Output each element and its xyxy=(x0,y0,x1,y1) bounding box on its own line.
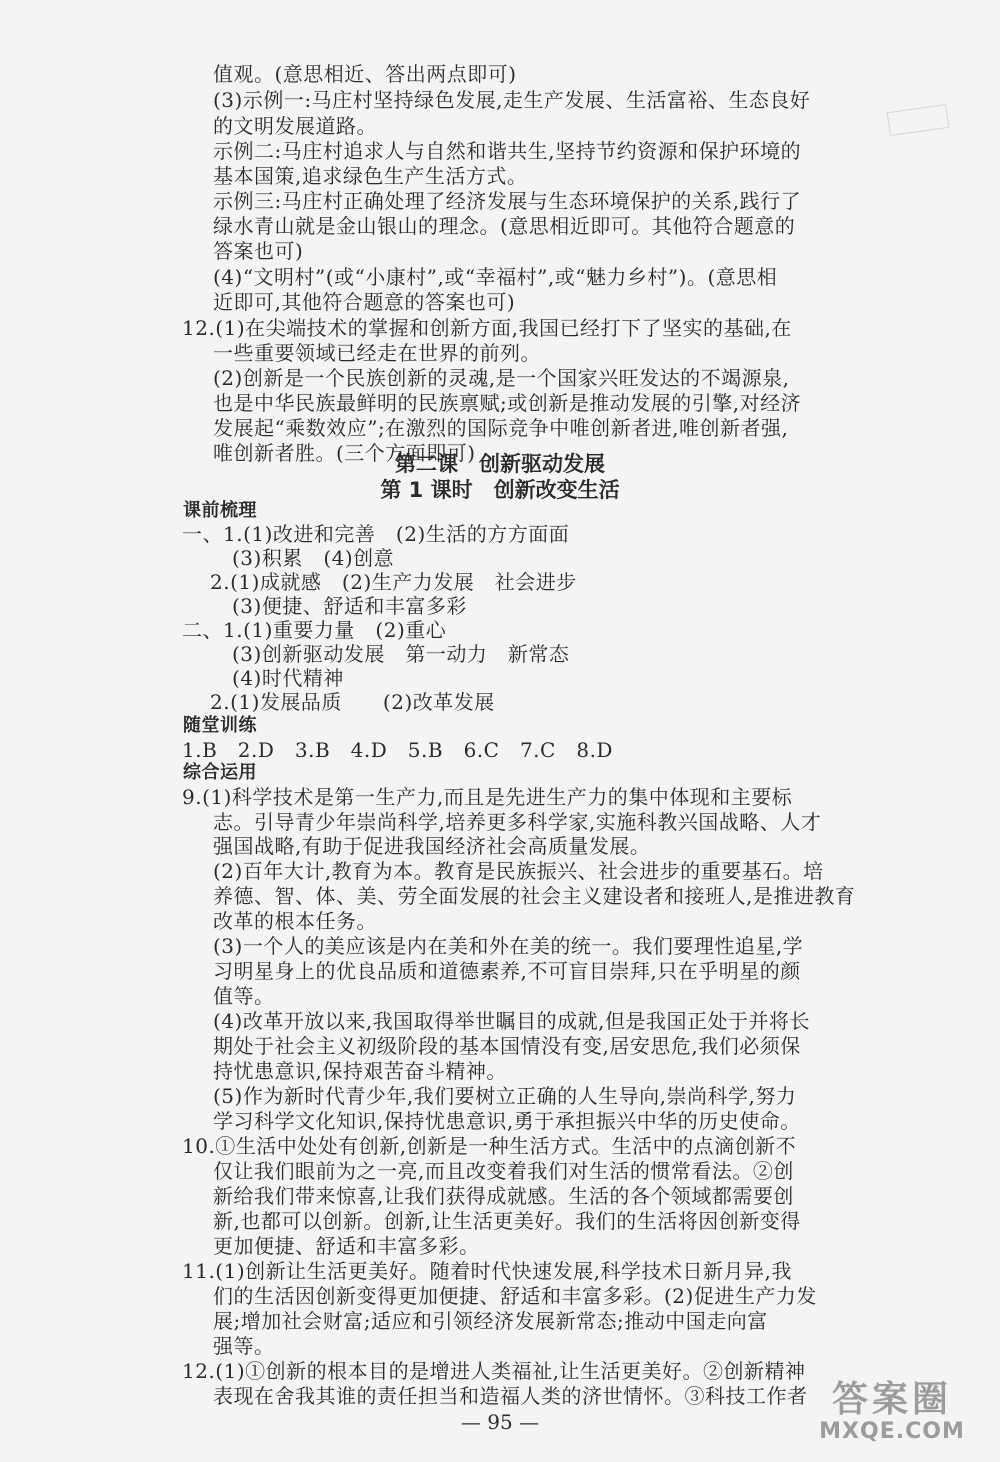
watermark-text: 答案圈 xyxy=(831,1379,952,1420)
text-line: (3)示例一:马庄村坚持绿色发展,走生产发展、生活富裕、生态良好 xyxy=(213,88,811,112)
text-line: 12.(1)①创新的根本目的是增进人类福祉,让生活更美好。②创新精神 xyxy=(182,1359,806,1383)
text-line: 习明星身上的优良品质和道德素养,不可盲目崇拜,只在乎明星的颜 xyxy=(213,959,801,983)
text-line: 新给我们带来惊喜,让我们获得成就感。生活的各个领域都需要创 xyxy=(213,1184,794,1208)
period-title: 第 1 课时 创新改变生活 xyxy=(380,478,620,502)
text-line: (3)一个人的美应该是内在美和外在美的统一。我们要理性追星,学 xyxy=(213,934,804,958)
text-line: 学习科学文化知识,保持忧患意识,勇于承担振兴中华的历史使命。 xyxy=(213,1109,801,1133)
text-line: (4)“文明村”(或“小康村”,或“幸福村”,或“魅力乡村”)。(意思相 xyxy=(213,265,778,289)
section-heading: 课前梳理 xyxy=(183,500,257,521)
text-line: 10.①生活中处处有创新,创新是一种生活方式。生活中的点滴创新不 xyxy=(182,1134,797,1158)
text-line: 发展起“乘数效应”;在激烈的国际竞争中唯创新者进,唯创新者强, xyxy=(213,416,789,440)
watermark-url: MXQE.COM xyxy=(819,1419,965,1444)
watermark-logo xyxy=(802,1380,982,1450)
text-line: 持忧患意识,保持艰苦奋斗精神。 xyxy=(213,1059,507,1083)
text-line: (5)作为新时代青少年,我们要树立正确的人生导向,崇尚科学,努力 xyxy=(213,1084,797,1108)
lesson-title: 第二课 创新驱动发展 xyxy=(395,452,605,476)
section-heading: 随堂训练 xyxy=(183,715,257,736)
text-line: 答案也可) xyxy=(213,239,304,263)
text-line: 强等。 xyxy=(213,1334,275,1358)
text-line: 近即可,其他符合题意的答案也可) xyxy=(213,290,516,314)
text-line: (3)便捷、舒适和丰富多彩 xyxy=(232,594,467,618)
text-line: (2)百年大计,教育为本。教育是民族振兴、社会进步的重要基石。培 xyxy=(213,859,824,883)
text-line: (2)创新是一个民族创新的灵魂,是一个国家兴旺发达的不竭源泉, xyxy=(213,366,790,390)
text-line: 新,也都可以创新。创新,让生活更美好。我们的生活将因创新变得 xyxy=(213,1209,801,1233)
text-line: 基本国策,追求绿色生产生活方式。 xyxy=(213,164,528,188)
text-line: 示例三:马庄村正确处理了经济发展与生态环境保护的关系,践行了 xyxy=(213,189,802,213)
text-line: 唯创新者胜。(三个方面即可) xyxy=(213,441,476,465)
text-line: (3)积累 (4)创意 xyxy=(232,546,395,570)
choice-answers: 1.B 2.D 3.B 4.D 5.B 6.C 7.C 8.D xyxy=(182,738,613,762)
text-line: 11.(1)创新让生活更美好。随着时代快速发展,科学技术日新月异,我 xyxy=(182,1259,792,1283)
text-line: 二、1.(1)重要力量 (2)重心 xyxy=(182,618,447,642)
page-number: — 95 — xyxy=(460,1410,540,1434)
text-line: 展;增加社会财富;适应和引领经济发展新常态;推动中国走向富 xyxy=(213,1309,768,1333)
text-line: 更加便捷、舒适和丰富多彩。 xyxy=(213,1234,480,1258)
text-line: 值等。 xyxy=(213,984,275,1008)
text-line: 示例二:马庄村追求人与自然和谐共生,坚持节约资源和保护环境的 xyxy=(213,139,802,163)
faint-stamp xyxy=(887,104,950,136)
text-line: 表现在舍我其谁的责任担当和造福人类的济世情怀。③科技工作者 xyxy=(213,1384,808,1408)
text-line: 也是中华民族最鲜明的民族禀赋;或创新是推动发展的引擎,对经济 xyxy=(213,391,802,415)
text-line: 9.(1)科学技术是第一生产力,而且是先进生产力的集中体现和主要标 xyxy=(182,785,793,809)
text-line: 12.(1)在尖端技术的掌握和创新方面,我国已经打下了坚实的基础,在 xyxy=(182,316,792,340)
text-line: 仅让我们眼前为之一亮,而且改变着我们对生活的惯常看法。②创 xyxy=(213,1159,794,1183)
text-line: 志。引导青少年崇尚科学,培养更多科学家,实施科教兴国战略、人才 xyxy=(213,810,822,834)
text-line: 一些重要领域已经走在世界的前列。 xyxy=(213,341,541,365)
text-line: 2.(1)成就感 (2)生产力发展 社会进步 xyxy=(210,570,577,594)
text-line: 强国战略,有助于促进我国经济社会高质量发展。 xyxy=(213,834,651,858)
text-line: 期处于社会主义初级阶段的基本国情没有变,居安思危,我们必须保 xyxy=(213,1034,801,1058)
text-line: 一、1.(1)改进和完善 (2)生活的方方面面 xyxy=(182,522,570,546)
text-line: 绿水青山就是金山银山的理念。(意思相近即可。其他符合题意的 xyxy=(213,214,796,238)
text-line: (3)创新驱动发展 第一动力 新常态 xyxy=(232,642,570,666)
text-line: 2.(1)发展品质 (2)改革发展 xyxy=(210,690,495,714)
text-line: 改革的根本任务。 xyxy=(213,909,377,933)
text-line: 的文明发展道路。 xyxy=(213,114,377,138)
text-line: 养德、智、体、美、劳全面发展的社会主义建设者和接班人,是推进教育 xyxy=(213,884,856,908)
text-line: 们的生活因创新变得更加便捷、舒适和丰富多彩。(2)促进生产力发 xyxy=(213,1284,817,1308)
section-heading: 综合运用 xyxy=(183,762,257,783)
text-line: (4)改革开放以来,我国取得举世瞩目的成就,但是我国正处于并将长 xyxy=(213,1009,811,1033)
text-line: 值观。(意思相近、答出两点即可) xyxy=(213,62,517,86)
text-line: (4)时代精神 xyxy=(232,666,344,690)
